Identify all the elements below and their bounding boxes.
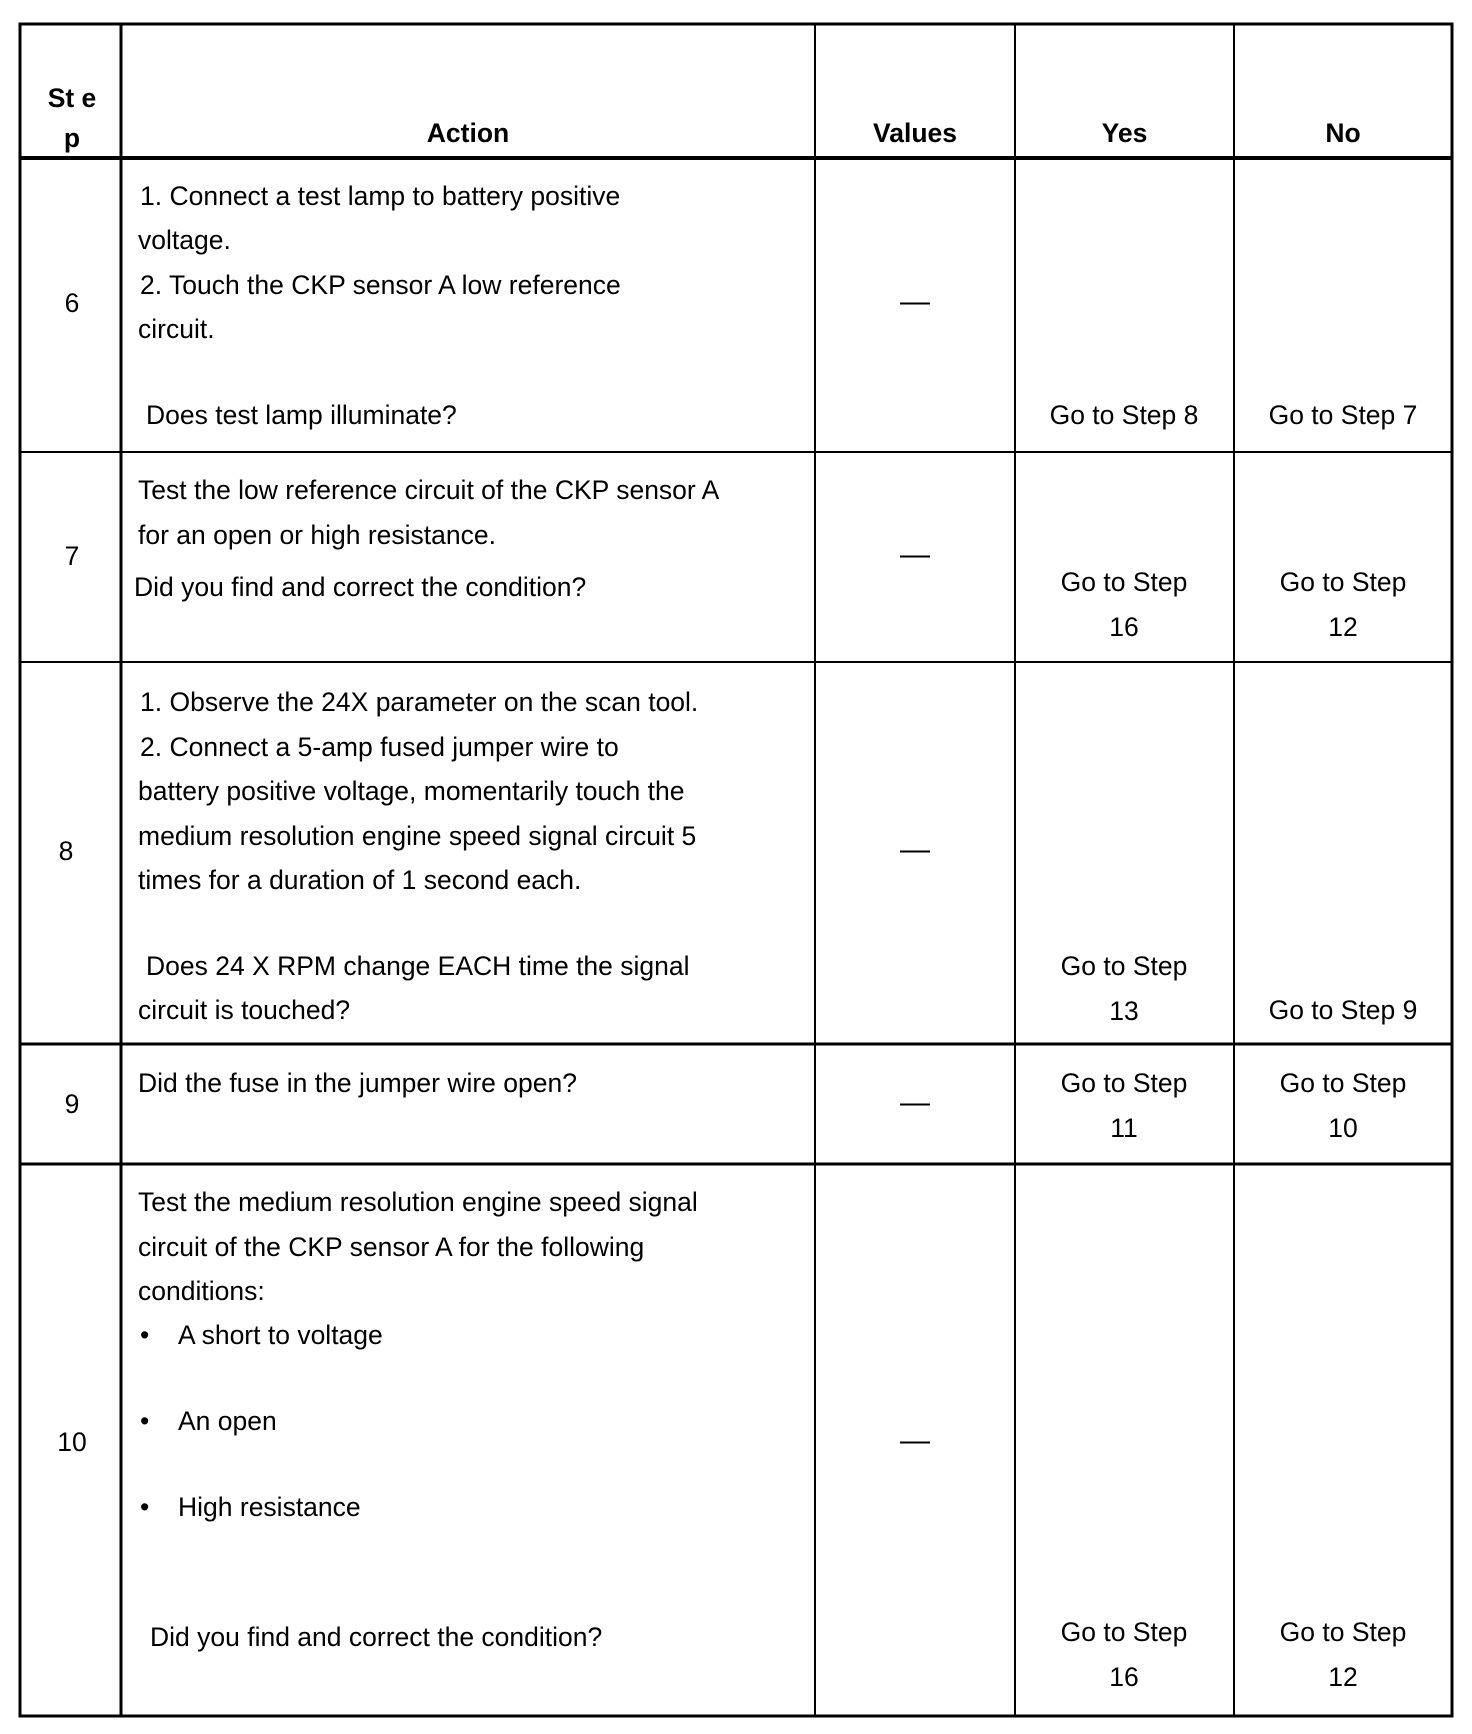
yes-goto: Go to Step 11 bbox=[1060, 1068, 1188, 1143]
action-line: Test the medium resolution engine speed signal bbox=[138, 1187, 698, 1217]
step-number: 9 bbox=[64, 1089, 80, 1119]
values-dash: — bbox=[900, 1086, 930, 1119]
values-dash: — bbox=[900, 538, 930, 571]
action-question: circuit is touched? bbox=[138, 995, 351, 1025]
action-line: circuit. bbox=[138, 314, 215, 344]
yes-goto: Go to Step 8 bbox=[1049, 400, 1199, 430]
action-line: circuit of the CKP sensor A for the following bbox=[138, 1232, 645, 1262]
step-number: 8 bbox=[58, 836, 74, 866]
no-goto: Go to Step 12 bbox=[1279, 567, 1407, 642]
header-no: No bbox=[1325, 118, 1361, 148]
no-goto: Go to Step 9 bbox=[1268, 995, 1418, 1025]
action-line: 1. Connect a test lamp to battery positive bbox=[140, 181, 621, 211]
action-question: Does test lamp illuminate? bbox=[146, 400, 457, 430]
values-dash: — bbox=[900, 833, 930, 866]
bullet-marker: • bbox=[140, 1320, 150, 1350]
action-line: conditions: bbox=[138, 1276, 265, 1306]
action-line: Did the fuse in the jumper wire open? bbox=[138, 1068, 577, 1098]
step-number: 7 bbox=[64, 541, 80, 571]
action-question: Did you find and correct the condition? bbox=[134, 572, 587, 602]
action-line: voltage. bbox=[138, 225, 231, 255]
action-line: 1. Observe the 24X parameter on the scan tool. bbox=[140, 687, 699, 717]
header-action: Action bbox=[426, 118, 510, 148]
action-line: medium resolution engine speed signal circuit 5 bbox=[138, 821, 697, 851]
action-line: 2. Connect a 5-amp fused jumper wire to bbox=[140, 732, 619, 762]
header-yes: Yes bbox=[1101, 118, 1148, 148]
step-number: 10 bbox=[57, 1427, 87, 1457]
values-dash: — bbox=[900, 1424, 930, 1457]
no-goto: Go to Step 12 bbox=[1279, 1617, 1407, 1692]
action-question: Did you find and correct the condition? bbox=[150, 1622, 603, 1652]
values-dash: — bbox=[900, 285, 930, 318]
header-step-label: St ep bbox=[47, 83, 97, 153]
bullet-marker: • bbox=[140, 1406, 150, 1436]
header-step bbox=[22, 78, 122, 158]
bullet-text: A short to voltage bbox=[178, 1320, 383, 1350]
header-values: Values bbox=[873, 118, 957, 148]
action-line: Test the low reference circuit of the CKP sensor A bbox=[138, 475, 720, 505]
no-goto: Go to Step 10 bbox=[1279, 1068, 1407, 1143]
action-question: Does 24 X RPM change EACH time the signal bbox=[146, 951, 690, 981]
action-line: for an open or high resistance. bbox=[138, 520, 496, 550]
no-goto: Go to Step 7 bbox=[1268, 400, 1418, 430]
bullet-text: High resistance bbox=[178, 1492, 361, 1522]
step-number: 6 bbox=[64, 288, 80, 318]
yes-goto: Go to Step 16 bbox=[1060, 1617, 1188, 1692]
bullet-text: An open bbox=[178, 1406, 277, 1436]
action-line: times for a duration of 1 second each. bbox=[138, 865, 582, 895]
action-line: 2. Touch the CKP sensor A low reference bbox=[140, 270, 621, 300]
yes-goto: Go to Step 13 bbox=[1060, 951, 1188, 1026]
bullet-marker: • bbox=[140, 1492, 150, 1522]
action-line: battery positive voltage, momentarily touch the bbox=[138, 776, 685, 806]
yes-goto: Go to Step 16 bbox=[1060, 567, 1188, 642]
